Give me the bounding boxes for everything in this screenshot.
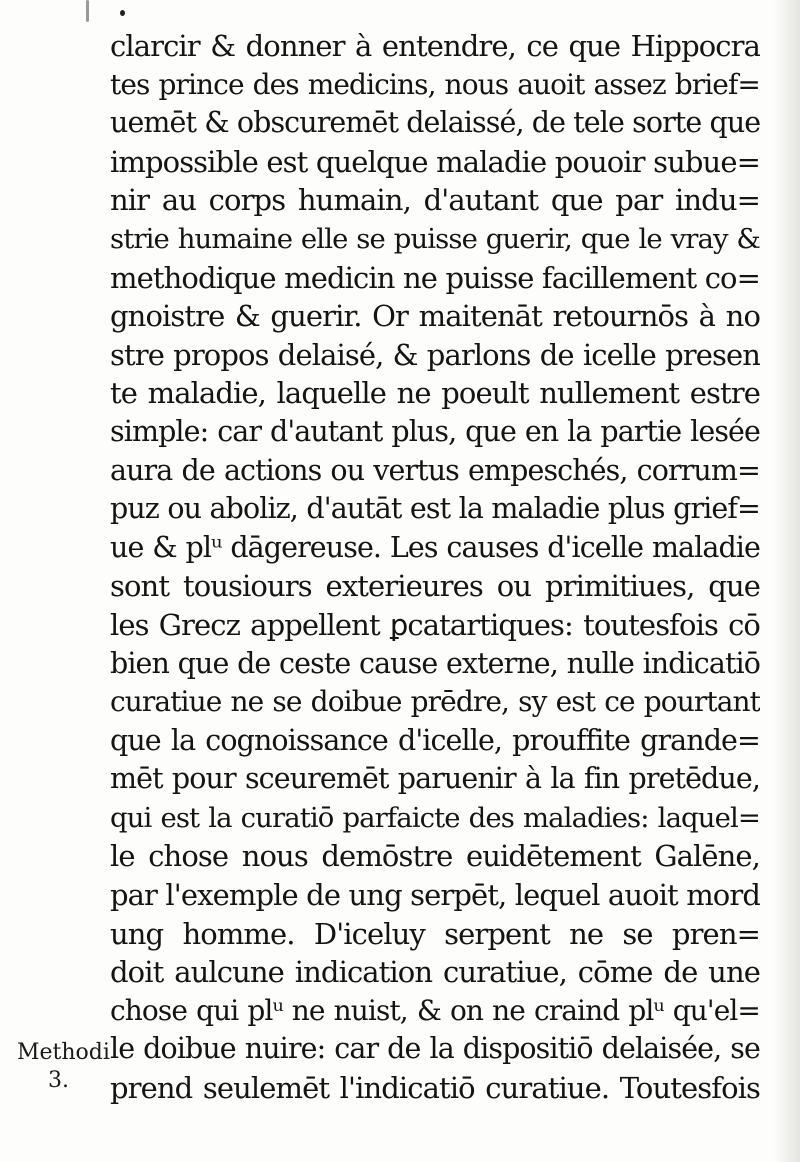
page-edge-shadow (774, 0, 800, 1162)
text-line: chose qui plᵘ ne nuist, & on ne craind plᵘ qu'el= (110, 993, 760, 1027)
text-line: qui est la curatiō parfaicte des maladies: laquel= (110, 801, 760, 834)
text-line: te maladie, laquelle ne poeult nullement estre (110, 376, 760, 411)
text-line: strie humaine elle se puisse guerir, que le vray & (110, 222, 760, 255)
text-line: sont tousiours exterieures ou primitiues, que (110, 569, 760, 604)
text-line: par l'exemple de ung serpēt, lequel auoit mord (110, 878, 760, 913)
text-line: le chose nous demōstre euidētement Galēne, (110, 839, 760, 874)
text-line: le doibue nuire: car de la dispositiō delaisée, se (110, 1032, 760, 1066)
text-line: bien que de ceste cause externe, nulle indicatiō (110, 646, 760, 680)
margin-note-number: 3. (48, 1068, 69, 1093)
text-line: ung homme. D'iceluy serpent ne se pren= (110, 916, 760, 951)
text-line: ue & plᵘ dāgereuse. Les causes d'icelle maladie (110, 530, 760, 564)
text-line: puz ou aboliz, d'autāt est la maladie plus grief= (110, 492, 760, 526)
text-line: prend seulemēt l'indicatiō curatiue. Toutesfois (110, 1071, 760, 1106)
text-line: tes prince des medicins, nous auoit assez brief= (110, 67, 760, 101)
ink-speck (120, 10, 125, 16)
text-line: simple: car d'autant plus, que en la partie lesée (110, 414, 760, 448)
text-line: nir au corps humain, d'autant que par indu= (110, 183, 760, 218)
text-line: doit aulcune indication curatiue, cōme de une (110, 955, 760, 990)
text-line: clarcir & donner à entendre, ce que Hippocra (110, 29, 760, 63)
body-text (110, 27, 760, 1108)
text-line: mēt pour sceuremēt paruenir à la fin pretēdue, (110, 762, 760, 796)
text-line: gnoistre & guerir. Or maitenāt retournōs à no (110, 299, 760, 334)
text-line: impossible est quelque maladie pouoir subue= (110, 144, 760, 179)
margin-note-methodi: Methodi (17, 1040, 110, 1065)
text-line: stre propos delaisé, & parlons de icelle presen (110, 337, 760, 372)
text-line: les Grecz appellent ꝑcatartiques: toutesfois cō (110, 607, 760, 642)
text-line: methodique medicin ne puisse facillement co= (110, 260, 760, 295)
text-line: que la cognoissance d'icelle, prouffite grande= (110, 723, 760, 757)
ink-mark (86, 0, 89, 22)
text-line: aura de actions ou vertus empeschés, corrum= (110, 453, 760, 487)
text-line: curatiue ne se doibue prēdre, sy est ce pourtant (110, 685, 760, 719)
text-line: uemēt & obscuremēt delaissé, de tele sorte que (110, 106, 760, 140)
